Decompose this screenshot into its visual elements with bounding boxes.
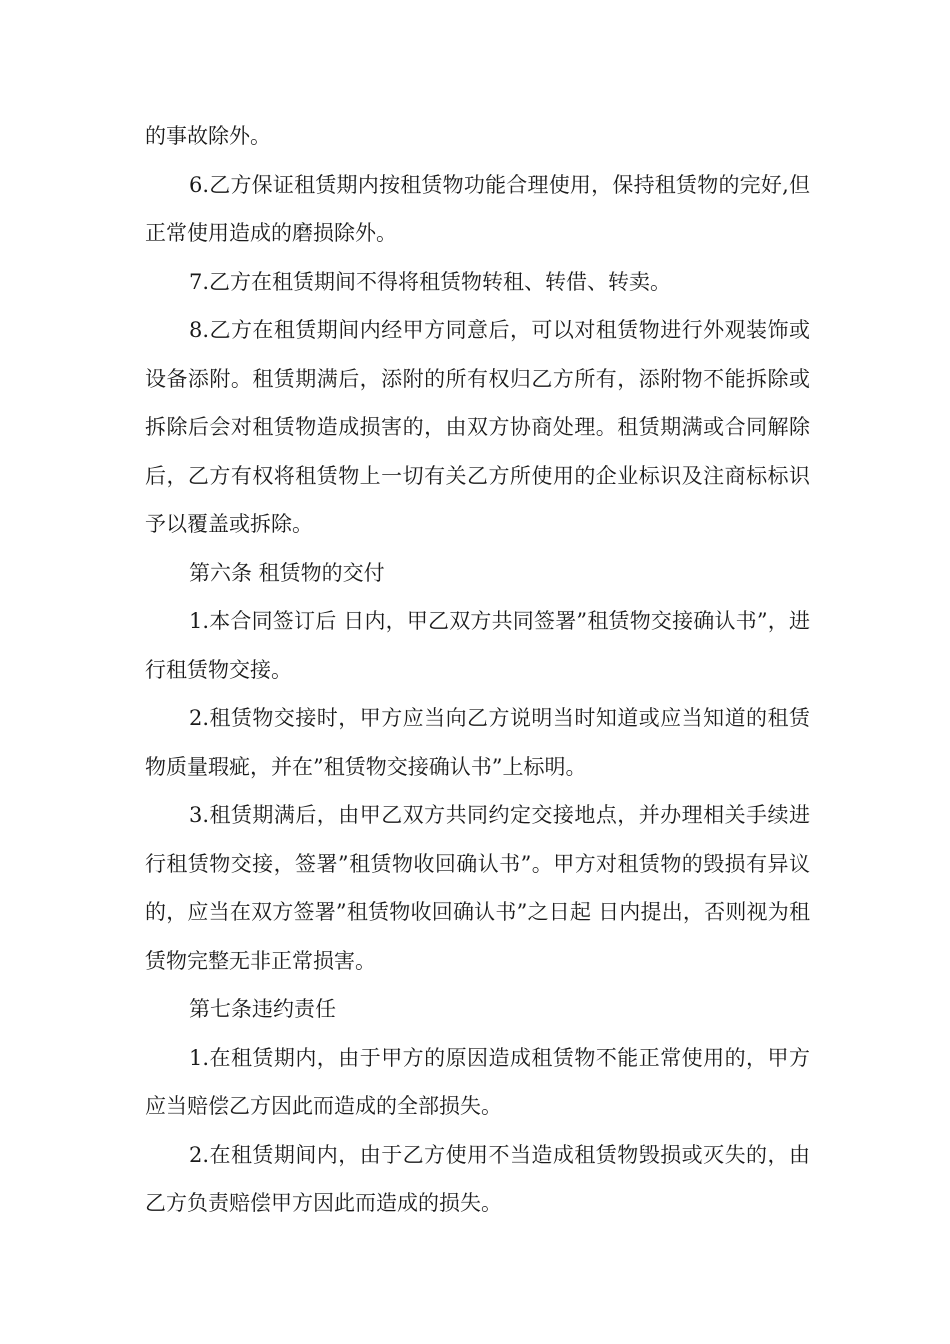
paragraph-delivery-3: 3.租赁期满后，由甲乙双方共同约定交接地点，并办理相关手续进行租赁物交接，签署”租赁物收回确认书”。甲方对租赁物的毁损有异议的，应当在双方签署”租赁物收回确认书”之日起 日内提出，否则视为租赁物完整无非正常损害。 bbox=[145, 803, 810, 973]
paragraph-delivery-1: 1.本合同签订后 日内，甲乙双方共同签署”租赁物交接确认书”，进行租赁物交接。 bbox=[145, 609, 810, 682]
section-heading-article-6: 第六条 租赁物的交付 bbox=[189, 560, 385, 585]
paragraph-delivery-2: 2.租赁物交接时，甲方应当向乙方说明当时知道或应当知道的租赁物质量瑕疵，并在”租赁物交接确认书”上标明。 bbox=[145, 706, 810, 779]
document-body bbox=[145, 112, 810, 1228]
paragraph-liability-1: 1.在租赁期内，由于甲方的原因造成租赁物不能正常使用的，甲方应当赔偿乙方因此而造成的全部损失。 bbox=[145, 1045, 810, 1118]
paragraph-accident-exception: 的事故除外。 bbox=[145, 124, 271, 148]
paragraph-clause-8: 8.乙方在租赁期间内经甲方同意后，可以对租赁物进行外观装饰或设备添附。租赁期满后，添附的所有权归乙方所有，添附物不能拆除或拆除后会对租赁物造成损害的，由双方协商处理。租赁期满或合同解除后，乙方有权将租赁物上一切有关乙方所使用的企业标识及注商标标识予以覆盖或拆除。 bbox=[145, 318, 810, 536]
section-heading-article-7: 第七条违约责任 bbox=[189, 997, 336, 1021]
paragraph-clause-6: 6.乙方保证租赁期内按租赁物功能合理使用，保持租赁物的完好,但正常使用造成的磨损除外。 bbox=[145, 172, 810, 245]
paragraph-clause-7: 7.乙方在租赁期间不得将租赁物转租、转借、转卖。 bbox=[189, 269, 672, 294]
paragraph-liability-2: 2.在租赁期间内，由于乙方使用不当造成租赁物毁损或灭失的，由乙方负责赔偿甲方因此而造成的损失。 bbox=[145, 1142, 810, 1215]
